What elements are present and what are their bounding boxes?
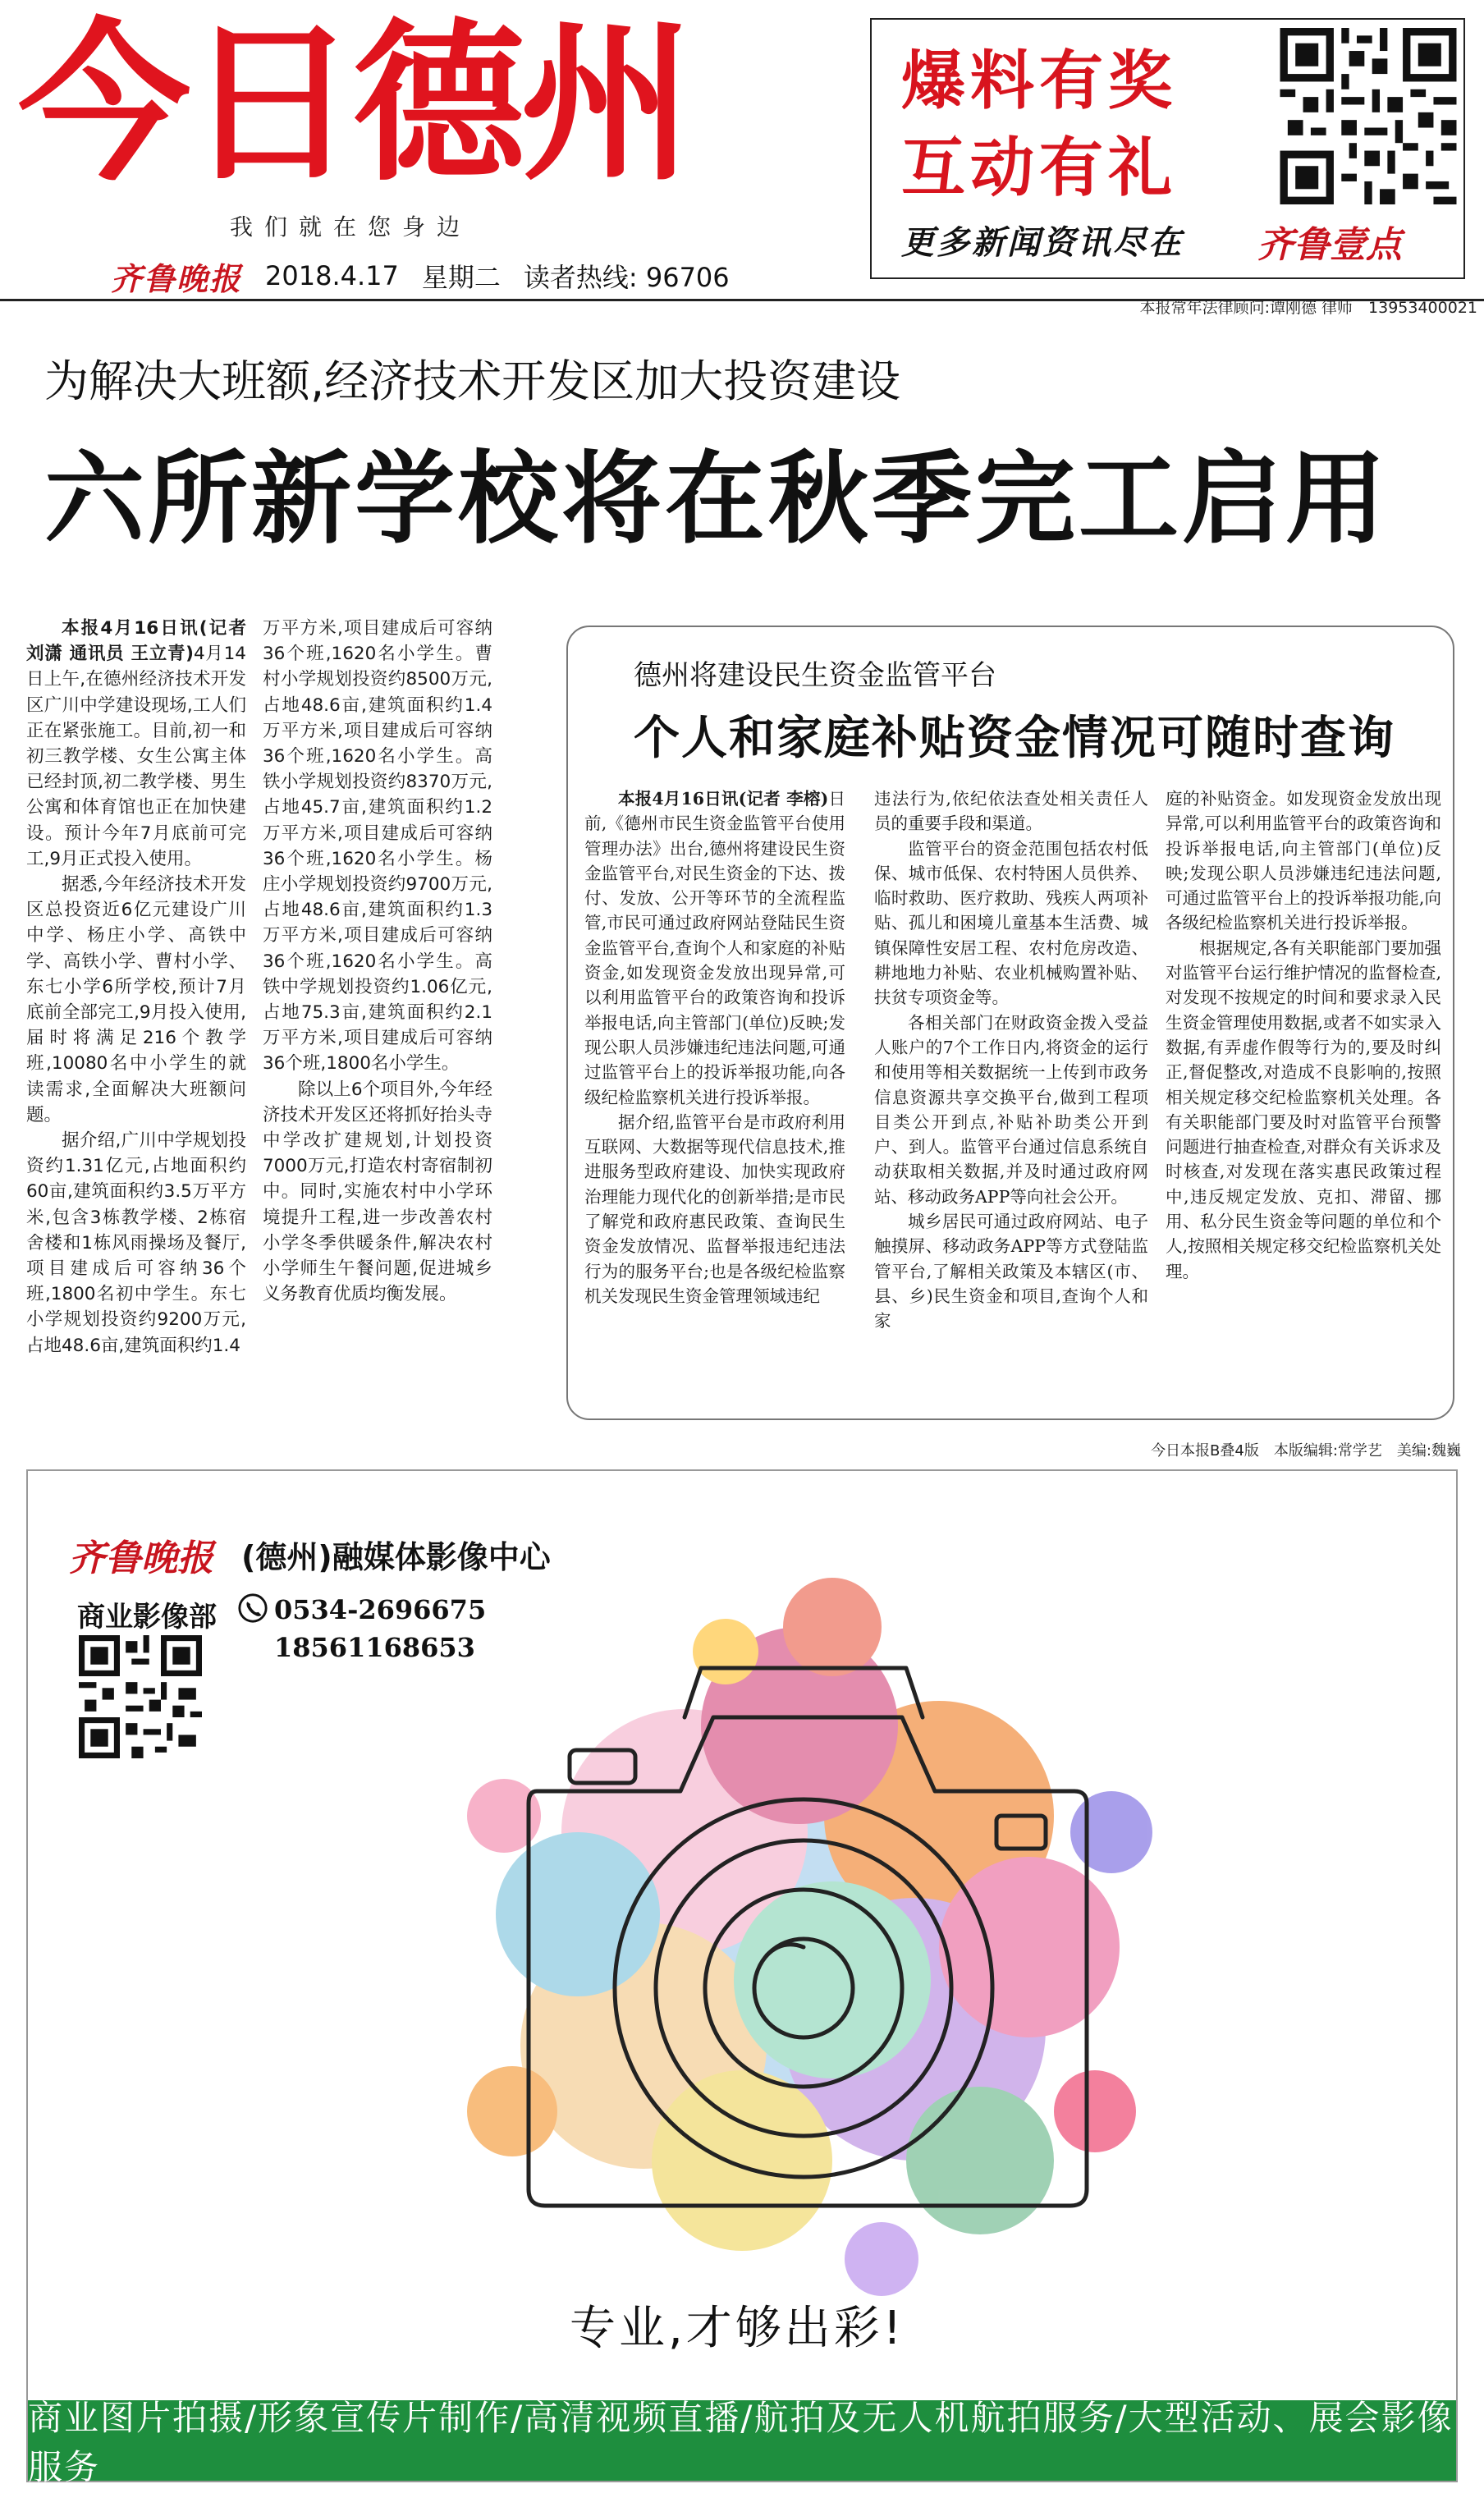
sidebar-paragraph: 庭的补贴资金。如发现资金发放出现异常,可以利用监管平台的政策咨询和投诉举报电话,向主管部门(单位)反映;发现公职人员涉嫌违纪违法问题,可通过监管平台上的投诉举报功能,向各级纪检监察机关进行投诉举报。 — [1166, 789, 1441, 933]
promo-line-1: 爆料有奖 — [901, 44, 1178, 118]
article-paragraph: 万平方米,项目建成后可容纳36个班,1620名小学生。曹村小学规划投资约8500万元,占地48.6亩,建筑面积约1.4万平方米,项目建成后可容纳36个班,1620名小学生。高铁小学规划投资约8370万元,占地45.7亩,建筑面积约1.2万平方米,项目建成后可容纳36个班,1620名小学生。杨庄小学规划投资约9700万元,占地48.6亩,建筑面积约1.3万平方米,项目建成后可容纳36个班,1620名小学生。高铁中学规划投资约1.06亿元,占地75.3亩,建筑面积约2.1万平方米,项目建成后可容纳36个班,1800名小学生。 — [263, 618, 492, 1075]
promo-subtitle: 更多新闻资讯尽在 — [901, 223, 1184, 262]
legal-advisor-line: 本报常年法律顾问:谭刚德 律师 13953400021 — [1139, 299, 1477, 317]
sidebar-paragraph: 城乡居民可通过政府网站、电子触摸屏、移动政务APP等方式登陆监管平台,了解相关政策及本辖区(市、县、乡)民生资金和项目,查询个人和家 — [874, 1212, 1148, 1331]
reader-hotline: 读者热线: 96706 — [523, 262, 730, 293]
article-byline: 本报4月16日讯(记者 刘潇 通讯员 王立青) — [26, 618, 246, 665]
brand-logo-text: 齐鲁晚报 — [111, 259, 243, 297]
sidebar-paragraph: 监管平台的资金范围包括农村低保、城市低保、农村特困人员供养、临时救助、医疗救助、残疾人两项补贴、孤儿和困境儿童基本生活费、城镇保障性安居工程、农村危房改造、耕地地力补贴、农业机械购置补贴、扶贫专项资金等。 — [874, 838, 1148, 1008]
camera-illustration — [373, 1520, 1234, 2341]
ad-phone-mobile: 18561168653 — [274, 1632, 475, 1663]
masthead-info-row — [111, 256, 932, 296]
sidebar-paragraph: 各相关部门在财政资金拨入受益人账户的7个工作日内,将资金的运行和使用等相关数据统一上传到市政务信息资源共享交换平台,做到工程项目类公开到点,补贴补助类公开到户、到人。监管平台通过信息系统自动获取相关数据,并及时通过政府网站、移动政务APP等向社会公开。 — [874, 1012, 1148, 1207]
sidebar-kicker: 德州将建设民生资金监管平台 — [634, 659, 996, 692]
issue-date: 2018.4.17 — [265, 260, 399, 291]
sidebar-paragraph: 据介绍,监管平台是市政府利用互联网、大数据等现代信息技术,推进服务型政府建设、加快实现政府治理能力现代化的创新举措;是市民了解党和政府惠民政策、查询民生资金发放情况、监督举报违纪违法行为的服务平台;也是各级纪检监察机关发现民生资金管理领域违纪 — [584, 1111, 845, 1306]
ad-department: 商业影像部 — [77, 1601, 217, 1634]
sidebar-title: 个人和家庭补贴资金情况可随时查询 — [634, 712, 1395, 765]
masthead-slogan: 我们就在您身边 — [230, 213, 472, 241]
headline-title: 六所新学校将在秋季完工启用 — [44, 441, 1389, 557]
article-column-2 — [263, 616, 492, 1307]
qr-code-icon[interactable] — [79, 1635, 202, 1758]
article-paragraph: 本报4月16日讯(记者 刘潇 通讯员 王立青)4月14日上午,在德州经济技术开发区广川中学建设现场,工人们正在紧张施工。目前,初一和初三教学楼、女生公寓主体已经封顶,初二教学楼、男生公寓和体育馆也正在加快建设。预计今年7月底前可完工,9月正式投入使用。 — [26, 618, 246, 869]
qr-code-icon[interactable] — [1274, 28, 1463, 204]
ad-phone-landline: 0534-2696675 — [274, 1594, 487, 1625]
sidebar-column-1 — [584, 786, 845, 1308]
article-paragraph: 据悉,今年经济技术开发区总投资近6亿元建设广川中学、杨庄小学、高铁中学、高铁小学、曹村小学、东七小学6所学校,预计7月底前全部完工,9月投入使用,届时将满足216个教学班,10080名中小学生的就读需求,全面解决大班额问题。 — [26, 874, 246, 1125]
sidebar-column-2 — [874, 786, 1148, 1334]
masthead-title: 今日德州 — [18, 3, 689, 204]
sidebar-column-3 — [1166, 786, 1441, 1284]
sidebar-byline: 本报4月16日讯(记者 李榕) — [618, 789, 829, 809]
phone-icon — [237, 1593, 268, 1624]
article-paragraph: 据介绍,广川中学规划投资约1.31亿元,占地面积约60亩,建筑面积约3.5万平方米,包含3栋教学楼、2栋宿舍楼和1栋风雨操场及餐厅,项目建成后可容纳36个班,1800名初中学生。东七小学规划投资约9200万元,占地48.6亩,建筑面积约1.4 — [26, 1130, 246, 1356]
issue-weekday: 星期二 — [421, 262, 501, 293]
promo-logo-text: 齐鲁壹点 — [1257, 224, 1402, 266]
sidebar-paragraph: 根据规定,各有关职能部门要加强对监管平台运行维护情况的监督检查,对发现不按规定的时间和要求录入民生资金管理使用数据,或者不如实录入数据,有弄虚作假等行为的,要及时纠正,督促整改,对造成不良影响的,按照相关规定移交纪检监察机关处理。各有关职能部门要及时对监管平台预警问题进行抽查检查,对群众有关诉求及时核查,对发现在落实惠民政策过程中,违反规定发放、克扣、滞留、挪用、私分民生资金等问题的单位和个人,按照相关规定移交纪检监察机关处理。 — [1166, 937, 1441, 1281]
sidebar-paragraph: 违法行为,依纪依法查处相关责任人员的重要手段和渠道。 — [874, 789, 1148, 834]
advertisement — [26, 1469, 1458, 2487]
ad-services-banner: 商业图片拍摄/形象宣传片制作/高清视频直播/航拍及无人机航拍服务/大型活动、展会影像服务 — [28, 2400, 1456, 2481]
promo-line-2: 互动有礼 — [901, 131, 1178, 205]
ad-brand-name: (德州)融媒体影像中心 — [241, 1539, 551, 1575]
headline-kicker: 为解决大班额,经济技术开发区加大投资建设 — [44, 355, 901, 407]
ad-motto: 专业,才够出彩! — [570, 2302, 905, 2355]
promo-box — [870, 18, 1465, 279]
sidebar-paragraph: 本报4月16日讯(记者 李榕)日前,《德州市民生资金监管平台使用管理办法》出台,德州将建设民生资金监管平台,对民生资金的下达、拨付、发放、公开等环节的全流程监管,市民可通过政府网站登陆民生资金监管平台,查询个人和家庭的补贴资金,如发现资金发放出现异常,可以利用监管平台的政策咨询和投诉举报电话,向主管部门(单位)反映;发现公职人员涉嫌违纪违法问题,可通过监管平台上的投诉举报功能,向各级纪检监察机关进行投诉举报。 — [584, 789, 846, 1107]
article-column-1 — [26, 616, 246, 1359]
article-paragraph: 除以上6个项目外,今年经济技术开发区还将抓好抬头寺中学改扩建规划,计划投资7000万元,打造农村寄宿制初中。同时,实施农村中小学环境提升工程,进一步改善农村小学冬季供暖条件,解决农村小学师生午餐问题,促进城乡义务教育优质均衡发展。 — [263, 1079, 492, 1305]
page-credits: 今日本报B叠4版 本版编辑:常学艺 美编:魏巍 — [1151, 1442, 1461, 1460]
ad-brand-logo: 齐鲁晚报 — [69, 1538, 213, 1579]
